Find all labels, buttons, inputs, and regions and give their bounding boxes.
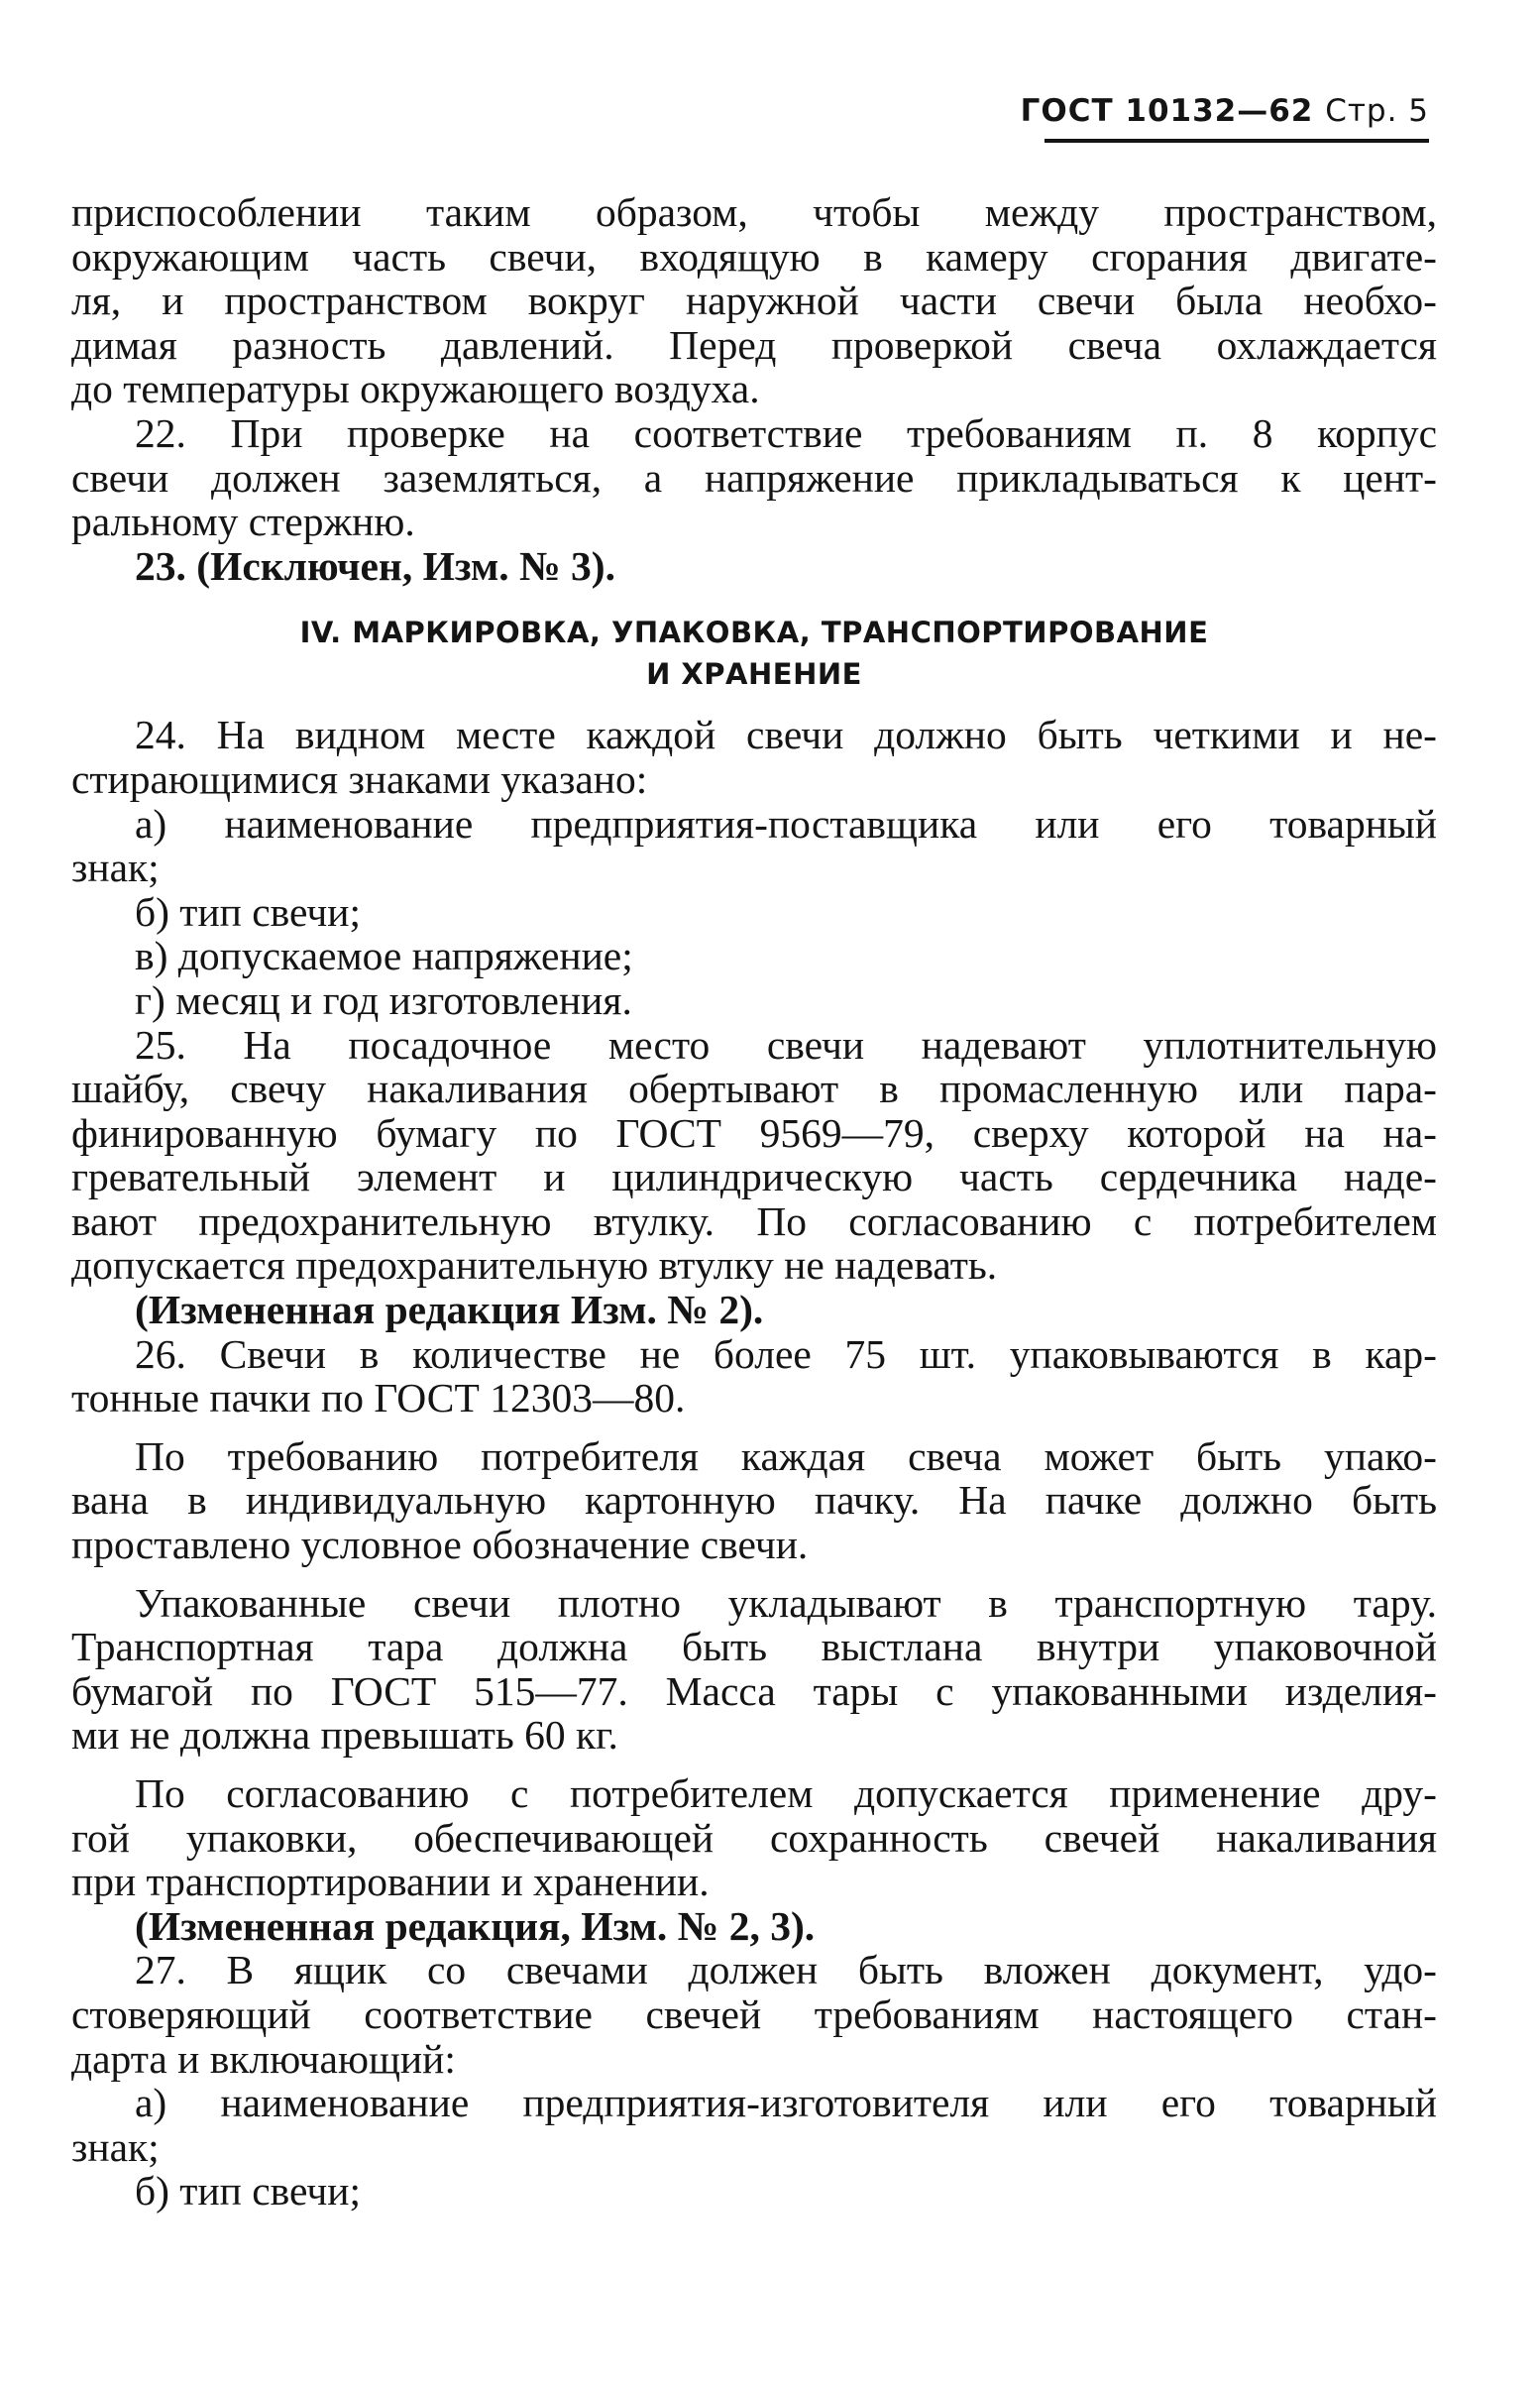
paragraph-line: тонные пачки по ГОСТ 12303—80. [71,1375,686,1421]
paragraph-line: Упакованные свечи плотно укладывают в транспортную тару. [135,1579,1437,1626]
paragraph-line: стирающимися знаками указано: [71,755,648,802]
paragraph-line: ля, и пространством вокруг наружной части свечи была необхо- [71,278,1437,324]
page-number: Стр. 5 [1325,93,1429,129]
paragraph-line: димая разность давлений. Перед проверкой свеча охлаждается [71,321,1437,368]
paragraph-line: гревательный элемент и цилиндрическую часть сердечника наде- [71,1154,1437,1200]
paragraph-line: финированную бумагу по ГОСТ 9569—79, сверху которой на на- [71,1109,1437,1156]
clause-24: 24. На видном месте каждой свечи должно быть четкими и не- [135,712,1437,758]
paragraph-line: при транспортировании и хранении. [71,1859,710,1905]
paragraph-line: свечи должен заземляться, а напряжение прикладываться к цент- [71,454,1437,501]
paragraph-line: По требованию потребителя каждая свеча может быть упако- [135,1432,1437,1479]
page-header [1021,91,1429,131]
paragraph-line: Транспортная тара должна быть выстлана внутри упаковочной [71,1624,1437,1670]
header-rule [1045,139,1429,143]
paragraph-line: шайбу, свечу накаливания обертывают в промасленную или пара- [71,1066,1437,1112]
list-item: б) тип свечи; [135,888,362,935]
list-item: а) наименование предприятия-изготовителя или его товарный [135,2080,1437,2126]
paragraph-line: гой упаковки, обеспечивающей сохранность свечей накаливания [71,1814,1437,1861]
paragraph-line: По согласованию с потребителем допускается применение дру- [135,1770,1437,1816]
list-item-continued: знак; [71,845,160,891]
section-heading: IV. МАРКИРОВКА, УПАКОВКА, ТРАНСПОРТИРОВАНИЕ [299,616,1209,650]
clause-26: 26. Свечи в количестве не более 75 шт. упаковываются в кар- [135,1330,1437,1377]
list-item: в) допускаемое напряжение; [135,933,633,979]
paragraph-line: вана в индивидуальную картонную пачку. На пачке должно быть [71,1477,1437,1524]
clause-22: 22. При проверке на соответствие требованиям п. 8 корпус [135,409,1437,456]
amendment-note: (Измененная редакция Изм. № 2). [135,1287,764,1333]
paragraph-line: проставлено условное обозначение свечи. [71,1522,809,1568]
paragraph-line: приспособлении таким образом, чтобы между пространством, [71,189,1437,235]
paragraph-line: ральному стержню. [71,499,415,545]
standard-number: ГОСТ 10132—62 [1020,93,1314,129]
amendment-note: (Измененная редакция, Изм. № 2, 3). [135,1902,816,1949]
paragraph-line: стоверяющий соответствие свечей требованиям настоящего стан- [71,1990,1437,2037]
paragraph-line: вают предохранительную втулку. По согласованию с потребителем [71,1197,1437,1244]
clause-23: 23. (Исключен, Изм. № 3). [135,542,615,589]
clause-27: 27. В ящик со свечами должен быть вложен документ, удо- [135,1947,1437,1993]
document-body [71,190,1437,2214]
paragraph-line: допускается предохранительную втулку не надевать. [71,1242,998,1289]
paragraph-line: до температуры окружающего воздуха. [71,366,760,412]
list-item: г) месяц и год изготовления. [135,976,632,1023]
paragraph-line: бумагой по ГОСТ 515—77. Масса тары с упакованными изделия- [71,1667,1437,1714]
list-item-continued: знак; [71,2123,160,2170]
clause-25: 25. На посадочное место свечи надевают уплотнительную [135,1021,1437,1068]
list-item: а) наименование предприятия-поставщика или его товарный [135,800,1437,847]
paragraph-line: окружающим часть свечи, входящую в камеру сгорания двигате- [71,233,1437,280]
section-heading-continued: И ХРАНЕНИЕ [646,657,862,692]
paragraph-line: дарта и включающий: [71,2035,456,2082]
paragraph-line: ми не должна превышать 60 кг. [71,1712,618,1759]
list-item: б) тип свечи; [135,2168,362,2215]
